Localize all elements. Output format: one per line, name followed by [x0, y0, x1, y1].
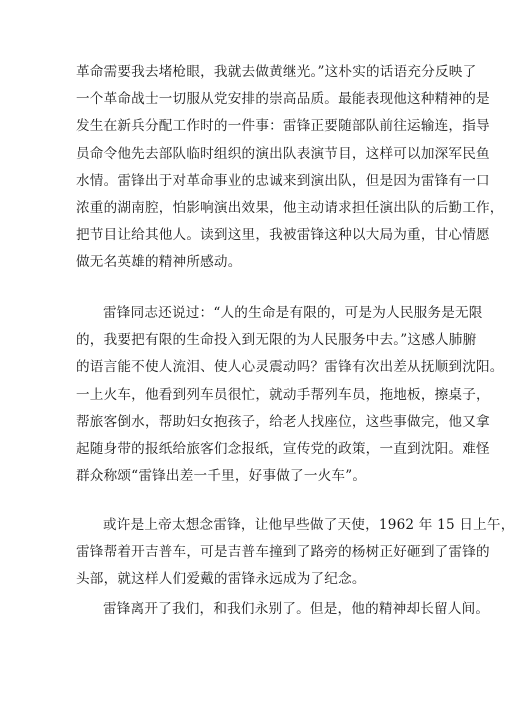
text-line: 做无名英雄的精神所感动。: [76, 254, 242, 271]
text-line: 员命令他先去部队临时组织的演出队表演节目，这样可以加深军民鱼: [76, 145, 490, 162]
text-line: 的语言能不使人流泪、使人心灵震动吗？雷锋有次出差从抚顺到沈阳。: [76, 359, 504, 376]
text-line: 帮旅客倒水，帮助妇女抱孩子，给老人找座位，这些事做完，他又拿: [76, 413, 490, 430]
text-line: 雷锋同志还说过：“人的生命是有限的，可是为人民服务是无限: [103, 305, 483, 321]
paragraph-3: [76, 512, 515, 594]
text-line: 浓重的湖南腔，怕影响演出效果，他主动请求担任演出队的后勤工作，: [76, 199, 504, 216]
paragraph-2: [76, 300, 504, 490]
text-line: 把节目让给其他人。读到这里，我被雷锋这种以大局为重，甘心情愿: [76, 227, 490, 244]
text-line: 水情。雷锋出于对革命事业的忠诚来到演出队，但是因为雷锋有一口: [76, 172, 490, 189]
text-line: 一个革命战士一切服从党安排的崇高品质。最能表现他这种精神的是: [76, 91, 490, 108]
paragraph-4: [76, 596, 490, 623]
paragraph-1: [76, 59, 504, 277]
text-line: 头部，就这样人们爱戴的雷锋永远成为了纪念。: [76, 571, 366, 588]
text-line: 发生在新兵分配工作时的一件事：雷锋正要随部队前往运输连，指导: [76, 118, 490, 135]
text-line: 的，我要把有限的生命投入到无限的为人民服务中去。”这感人肺腑: [76, 332, 477, 349]
text-line: 一上火车，他看到列车员很忙，就动手帮列车员，拖地板，擦桌子，: [76, 386, 490, 403]
text-line: 雷锋离开了我们，和我们永别了。但是，他的精神却长留人间。: [103, 601, 490, 617]
text-line: 群众称颂“雷锋出差一千里，好事做了一火车”。: [76, 468, 367, 485]
text-line: 雷锋帮着开吉普车，可是吉普车撞到了路旁的杨树正好砸到了雷锋的: [76, 544, 490, 561]
text-line: 或许是上帝太想念雷锋，让他早些做了天使，1962 年 15 日上午，: [103, 517, 515, 533]
text-line: 起随身带的报纸给旅客们念报纸，宣传党的政策，一直到沈阳。难怪: [76, 440, 490, 457]
text-line: 革命需要我去堵枪眼，我就去做黄继光。”这朴实的话语充分反映了: [76, 64, 477, 80]
